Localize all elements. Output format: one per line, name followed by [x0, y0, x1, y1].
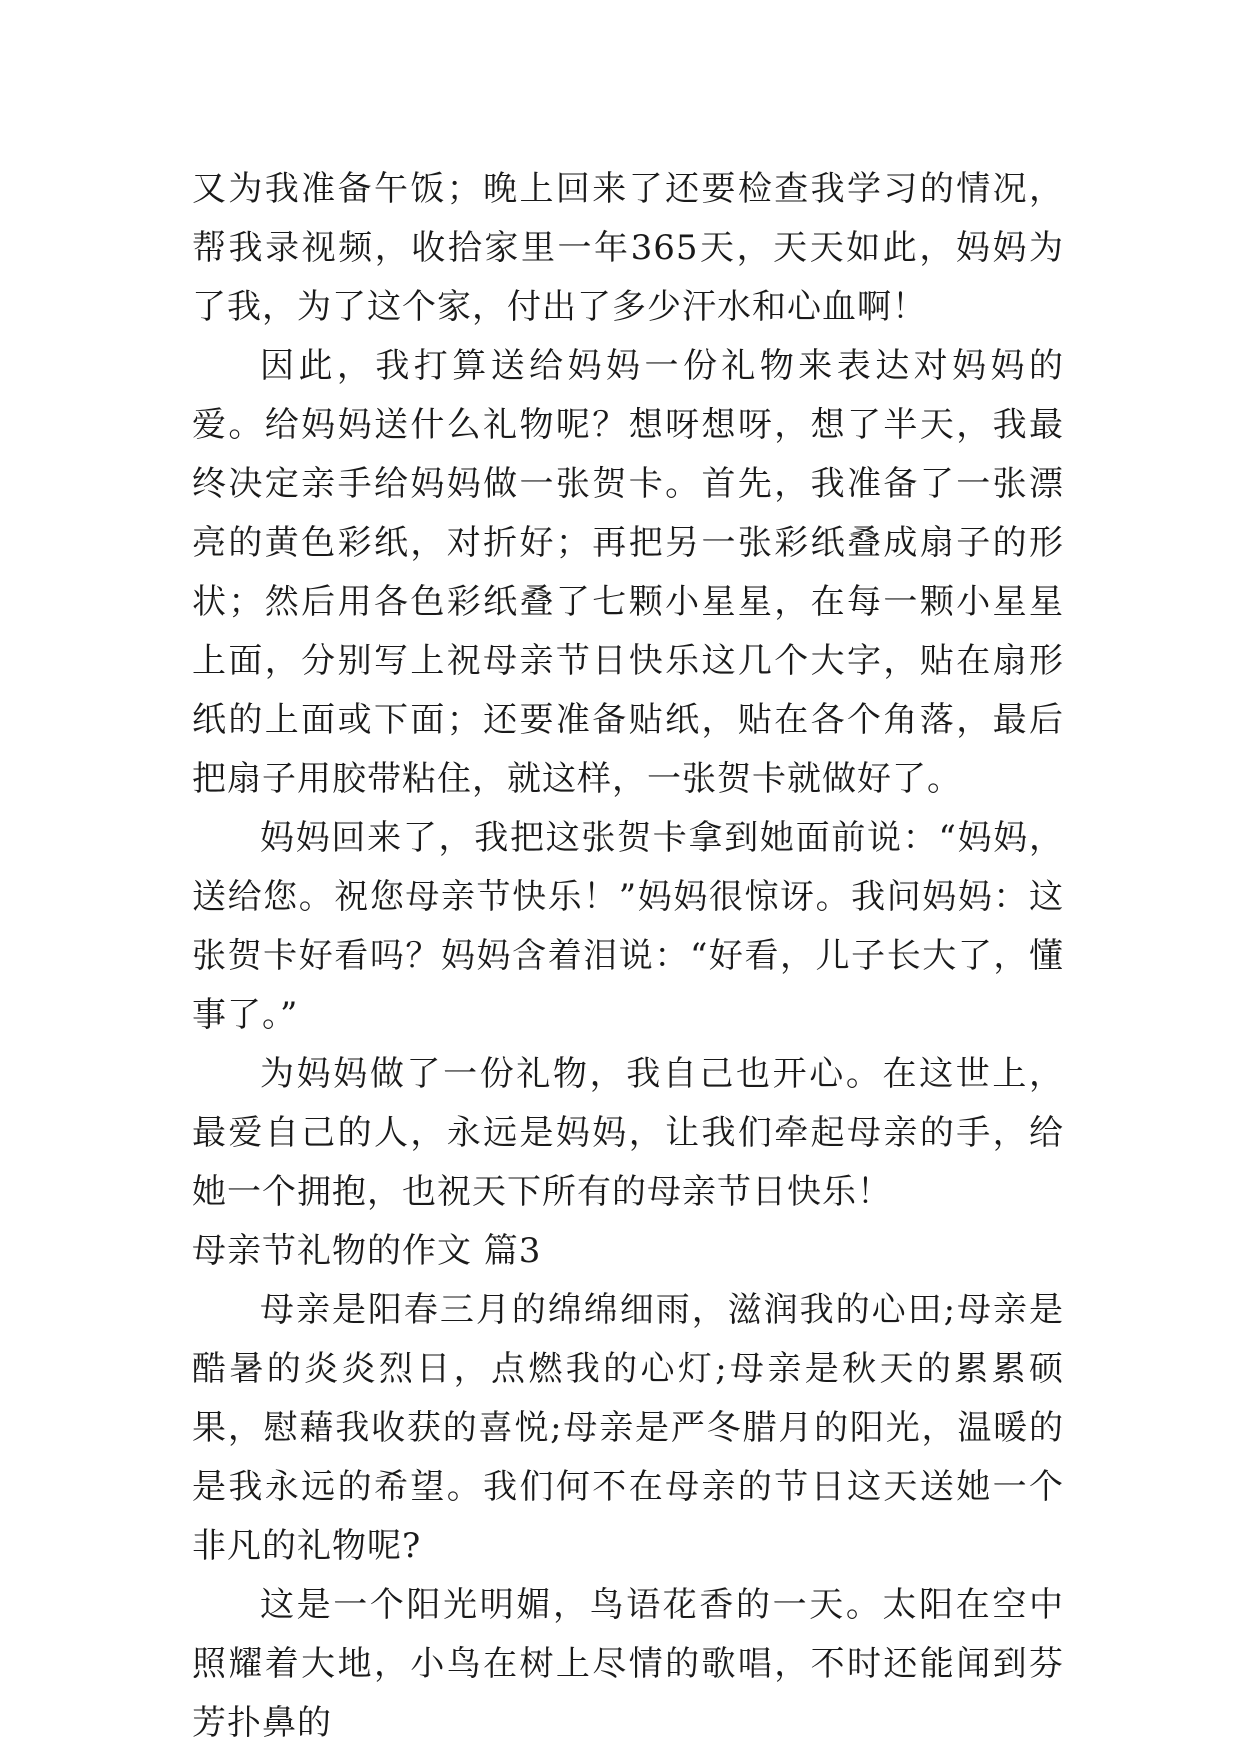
paragraph-sunny-day: 这是一个阳光明媚，鸟语花香的一天。太阳在空中照耀着大地，小鸟在树上尽情的歌唱，不时还能闻到芬芳扑鼻的 — [192, 1585, 1064, 1743]
document-body — [192, 160, 1064, 1753]
paragraph-giving-card: 妈妈回来了，我把这张贺卡拿到她面前说：“妈妈，送给您。祝您母亲节快乐！”妈妈很惊讶。我问妈妈：这张贺卡好看吗？妈妈含着泪说：“好看，儿子长大了，懂事了。” — [192, 818, 1064, 1035]
paragraph-gift-plan: 因此，我打算送给妈妈一份礼物来表达对妈妈的爱。给妈妈送什么礼物呢？想呀想呀，想了半天，我最终决定亲手给妈妈做一张贺卡。首先，我准备了一张漂亮的黄色彩纸，对折好；再把另一张彩纸叠成扇子的形状；然后用各色彩纸叠了七颗小星星，在每一颗小星星上面，分别写上祝母亲节日快乐这几个大字，贴在扇形纸的上面或下面；还要准备贴纸，贴在各个角落，最后把扇子用胶带粘住，就这样，一张贺卡就做好了。 — [192, 346, 1064, 799]
section-heading: 母亲节礼物的作文 篇3 — [192, 1231, 542, 1271]
paragraph-continuation: 又为我准备午饭；晚上回来了还要检查我学习的情况，帮我录视频，收拾家里一年365天，天天如此，妈妈为了我，为了这个家，付出了多少汗水和心血啊！ — [192, 169, 1064, 327]
paragraph-mother-metaphors: 母亲是阳春三月的绵绵细雨，滋润我的心田;母亲是酷暑的炎炎烈日，点燃我的心灯;母亲是秋天的累累硕果，慰藉我收获的喜悦;母亲是严冬腊月的阳光，温暖的是我永远的希望。我们何不在母亲的节日这天送她一个非凡的礼物呢? — [192, 1290, 1064, 1566]
paragraph-conclusion: 为妈妈做了一份礼物，我自己也开心。在这世上，最爱自己的人，永远是妈妈，让我们牵起母亲的手，给她一个拥抱，也祝天下所有的母亲节日快乐！ — [192, 1054, 1064, 1212]
